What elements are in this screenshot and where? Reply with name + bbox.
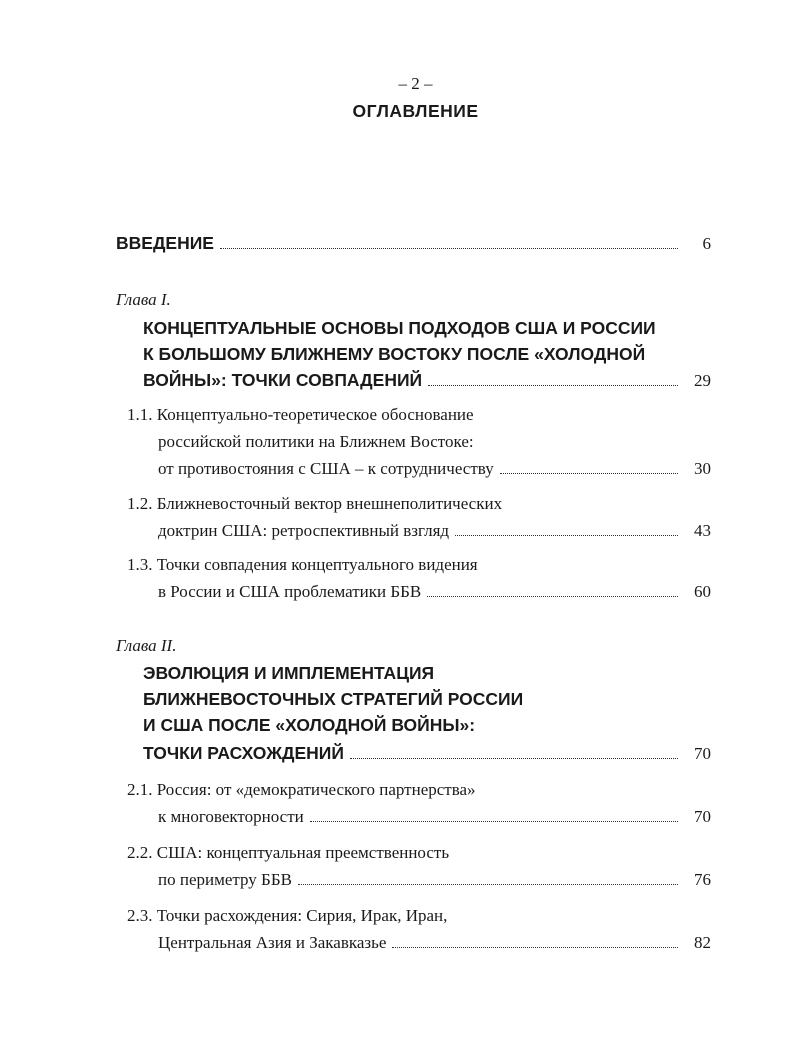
chapter-label: Глава II. bbox=[116, 636, 177, 655]
section-title-line: к многовекторности bbox=[158, 807, 304, 826]
dot-leader bbox=[392, 947, 678, 948]
section-title-line: 2.2. США: концептуальная преемственность bbox=[127, 843, 450, 862]
dot-leader bbox=[500, 473, 678, 474]
dot-leader bbox=[455, 535, 678, 536]
section-title-line: 1.3. Точки совпадения концептуального видения bbox=[127, 555, 478, 574]
section-title-line: доктрин США: ретроспективный взгляд bbox=[158, 521, 450, 540]
section-title-line: 2.1. Россия: от «демократического партнерства» bbox=[127, 780, 476, 799]
toc-entry-chapter2 bbox=[143, 743, 682, 764]
page-number: – 2 – bbox=[398, 74, 433, 93]
chapter-title-line: КОНЦЕПТУАЛЬНЫЕ ОСНОВЫ ПОДХОДОВ США И РОССИИ bbox=[143, 318, 656, 338]
toc-page-number: 60 bbox=[694, 582, 711, 601]
chapter-label: Глава I. bbox=[116, 290, 171, 309]
section-title-line: Центральная Азия и Закавказье bbox=[158, 933, 387, 952]
section-title-line: в России и США проблематики ББВ bbox=[158, 582, 422, 601]
chapter-title-line: БЛИЖНЕВОСТОЧНЫХ СТРАТЕГИЙ РОССИИ bbox=[143, 689, 524, 709]
section-title-line: 2.3. Точки расхождения: Сирия, Ирак, Иран, bbox=[127, 906, 448, 925]
toc-entry-section bbox=[158, 521, 682, 541]
toc-entry-section bbox=[158, 459, 682, 479]
toc-entry-section bbox=[158, 933, 682, 953]
toc-page-number: 76 bbox=[694, 870, 711, 889]
toc-entry-label: ВВЕДЕНИЕ bbox=[116, 233, 214, 253]
chapter-title-line: ТОЧКИ РАСХОЖДЕНИЙ bbox=[143, 743, 344, 763]
dot-leader bbox=[428, 385, 678, 386]
dot-leader bbox=[298, 884, 678, 885]
dot-leader bbox=[310, 821, 678, 822]
toc-entry-section bbox=[158, 807, 682, 827]
section-title-line: по периметру ББВ bbox=[158, 870, 292, 889]
section-title-line: 1.2. Ближневосточный вектор внешнеполитических bbox=[127, 494, 503, 513]
chapter-title-line: ВОЙНЫ»: ТОЧКИ СОВПАДЕНИЙ bbox=[143, 370, 423, 390]
dot-leader bbox=[427, 596, 678, 597]
toc-entry-intro bbox=[116, 233, 682, 254]
toc-entry-section bbox=[158, 582, 682, 602]
chapter-title-line: ЭВОЛЮЦИЯ И ИМПЛЕМЕНТАЦИЯ bbox=[143, 663, 435, 683]
document-title: ОГЛАВЛЕНИЕ bbox=[352, 101, 479, 121]
section-title-line: российской политики на Ближнем Востоке: bbox=[158, 432, 474, 451]
toc-page-number: 43 bbox=[694, 521, 711, 540]
dot-leader bbox=[350, 758, 678, 759]
toc-page-number: 6 bbox=[702, 234, 711, 253]
section-title-line: от противостояния с США – к сотрудничеству bbox=[158, 459, 494, 478]
toc-page-number: 30 bbox=[694, 459, 711, 478]
chapter-title-line: К БОЛЬШОМУ БЛИЖНЕМУ ВОСТОКУ ПОСЛЕ «ХОЛОДНОЙ bbox=[143, 344, 646, 364]
chapter-title-line: И США ПОСЛЕ «ХОЛОДНОЙ ВОЙНЫ»: bbox=[143, 715, 476, 735]
dot-leader bbox=[220, 248, 678, 249]
toc-page-number: 70 bbox=[694, 807, 711, 826]
toc-page-number: 70 bbox=[694, 744, 711, 763]
toc-entry-chapter1 bbox=[143, 370, 682, 391]
section-title-line: 1.1. Концептуально-теоретическое обоснование bbox=[127, 405, 474, 424]
toc-page-number: 29 bbox=[694, 371, 711, 390]
toc-entry-section bbox=[158, 870, 682, 890]
toc-page-number: 82 bbox=[694, 933, 711, 952]
